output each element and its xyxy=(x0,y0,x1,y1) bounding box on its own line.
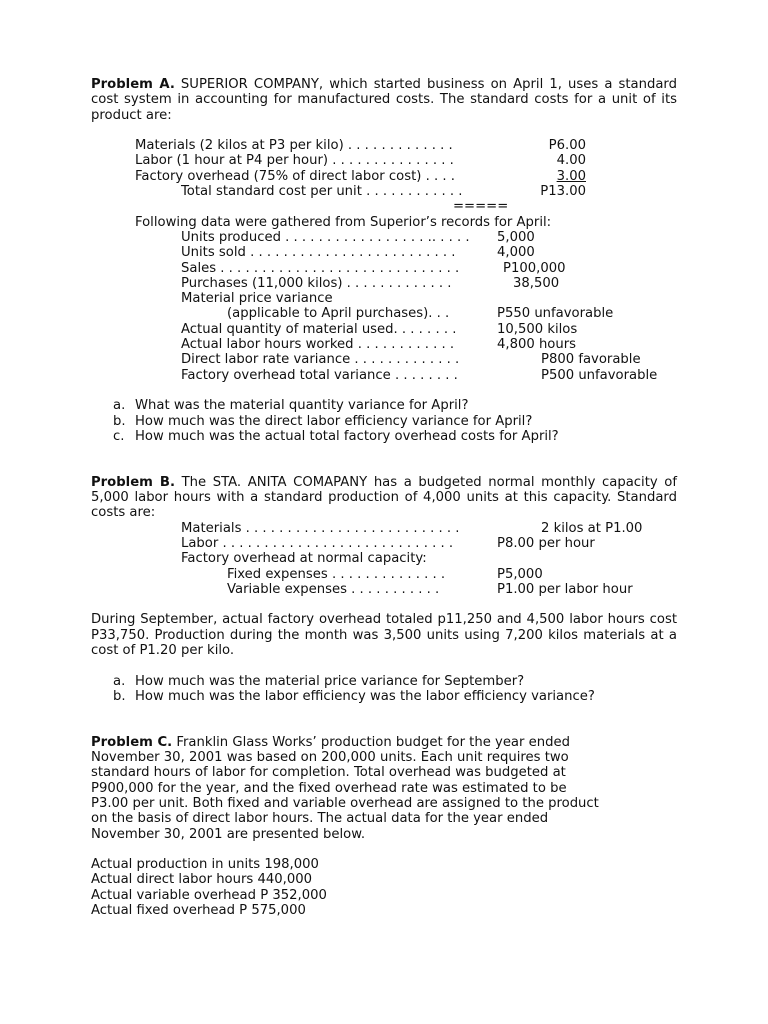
cost-value: P8.00 per hour xyxy=(497,535,595,551)
cost-label: Fixed expenses . . . . . . . . . . . . . . xyxy=(227,566,446,582)
cost-value: 2 kilos at P1.00 xyxy=(541,520,643,536)
problem-c-text: Franklin Glass Works’ production budget for the year ended xyxy=(176,734,570,750)
cost-value: P5,000 xyxy=(497,566,543,582)
standard-cost-row xyxy=(91,153,677,168)
actual-data-line: Actual production in units 198,000 xyxy=(91,857,319,873)
record-row xyxy=(91,261,677,276)
question-text: What was the material quantity variance for April? xyxy=(135,398,469,414)
record-label: Factory overhead total variance . . . . . . . . xyxy=(181,367,458,383)
question-text: How much was the direct labor efficiency variance for April? xyxy=(135,413,533,429)
record-value: 5,000 xyxy=(497,229,535,245)
record-row xyxy=(91,352,677,367)
cost-value: P6.00 xyxy=(548,138,586,154)
record-label: (applicable to April purchases). . . xyxy=(227,306,450,322)
cost-row xyxy=(91,536,677,551)
problem-c-line: November 30, 2001 are presented below. xyxy=(91,826,366,842)
record-row xyxy=(91,230,677,245)
problem-b-intro xyxy=(91,475,677,521)
actual-data-line: Actual fixed overhead P 575,000 xyxy=(91,903,306,919)
record-label: Units sold . . . . . . . . . . . . . . . . . . . . . . . . . xyxy=(181,245,456,261)
cost-row xyxy=(91,567,677,582)
record-value: 4,000 xyxy=(497,245,535,261)
actual-data-line: Actual direct labor hours 440,000 xyxy=(91,872,312,888)
record-label: Actual labor hours worked . . . . . . . . . . . . xyxy=(181,337,455,353)
record-row xyxy=(91,306,677,321)
cost-label: Materials (2 kilos at P3 per kilo) . . . . . . . . . . . . . xyxy=(135,138,453,154)
question-marker: b. xyxy=(113,688,126,704)
question-item xyxy=(91,398,677,413)
problem-c-heading: Problem C. xyxy=(91,734,173,750)
question-marker: a. xyxy=(113,398,126,414)
record-value: 10,500 kilos xyxy=(497,321,578,337)
total-value: P13.00 xyxy=(540,184,586,200)
record-value: P550 unfavorable xyxy=(497,306,614,322)
double-rule-row xyxy=(91,199,677,214)
cost-value: 4.00 xyxy=(556,153,586,169)
record-value: 38,500 xyxy=(513,275,560,291)
actual-data-line: Actual variable overhead P 352,000 xyxy=(91,887,327,903)
problem-a-intro-text: SUPERIOR COMPANY, which started business on April 1, uses a standard cost system in accounting for manufactured costs. The standard costs for a unit of its product are: xyxy=(91,77,677,123)
record-label: Units produced . . . . . . . . . . . . . . . . . .. . . . . xyxy=(181,229,470,245)
problem-a-heading: Problem A. xyxy=(91,77,175,92)
question-text: How much was the material price variance for September? xyxy=(135,673,525,689)
cost-label: Labor (1 hour at P4 per hour) . . . . . . . . . . . . . . . xyxy=(135,153,454,169)
question-item xyxy=(91,689,677,704)
standard-cost-row xyxy=(91,169,677,184)
problem-b-heading: Problem B. xyxy=(91,474,175,490)
records-intro: Following data were gathered from Superior’s records for April: xyxy=(135,214,552,230)
double-rule: ===== xyxy=(453,199,509,215)
cost-label: Factory overhead (75% of direct labor cost) . . . . xyxy=(135,168,455,184)
record-label: Purchases (11,000 kilos) . . . . . . . . . . . . . xyxy=(181,275,452,291)
cost-row xyxy=(91,521,677,536)
record-row xyxy=(91,337,677,352)
question-text: How much was the actual total factory overhead costs for April? xyxy=(135,428,559,444)
problem-c-line: on the basis of direct labor hours. The actual data for the year ended xyxy=(91,811,549,827)
cost-label: Materials . . . . . . . . . . . . . . . . . . . . . . . . . . xyxy=(181,520,460,536)
cost-label: Factory overhead at normal capacity: xyxy=(181,551,427,567)
cost-label: Variable expenses . . . . . . . . . . . xyxy=(227,581,440,597)
question-item xyxy=(91,674,677,689)
cost-row xyxy=(91,582,677,597)
record-row xyxy=(91,276,677,291)
total-cost-row xyxy=(91,184,677,199)
record-row xyxy=(91,245,677,260)
cost-value: P1.00 per labor hour xyxy=(497,581,633,597)
record-row xyxy=(91,291,677,306)
question-marker: c. xyxy=(113,428,125,444)
total-label: Total standard cost per unit . . . . . . . . . . . . xyxy=(181,184,463,200)
document-page xyxy=(91,77,677,918)
problem-c-line: P900,000 for the year, and the fixed overhead rate was estimated to be xyxy=(91,780,567,796)
problem-b-intro-text: The STA. ANITA COMAPANY has a budgeted normal monthly capacity of 5,000 labor hours with a standard production of 4,000 units at this capacity. Standard costs are: xyxy=(91,474,677,521)
cost-value: 3.00 xyxy=(556,168,586,184)
record-value: P500 unfavorable xyxy=(541,367,658,383)
question-marker: a. xyxy=(113,673,126,689)
record-value: P800 favorable xyxy=(541,352,641,368)
problem-c-line: standard hours of labor for completion. Total overhead was budgeted at xyxy=(91,765,566,781)
record-label: Sales . . . . . . . . . . . . . . . . . . . . . . . . . . . . . xyxy=(181,260,460,276)
question-marker: b. xyxy=(113,413,126,429)
problem-a-intro xyxy=(91,77,677,123)
standard-cost-row xyxy=(91,138,677,153)
record-row xyxy=(91,322,677,337)
record-row xyxy=(91,368,677,383)
question-item xyxy=(91,414,677,429)
cost-row xyxy=(91,551,677,566)
question-item xyxy=(91,429,677,444)
record-label: Actual quantity of material used. . . . . . . . xyxy=(181,321,457,337)
problem-b-paragraph: During September, actual factory overhead totaled p11,250 and 4,500 labor hours cost P33,750. Production during the month was 3,500 units using 7,200 kilos materials at a cost of P1.20 per kilo. xyxy=(91,612,677,658)
record-label: Material price variance xyxy=(181,291,333,307)
record-value: 4,800 hours xyxy=(497,337,577,353)
record-value: P100,000 xyxy=(503,260,566,276)
records-intro-row xyxy=(91,215,677,230)
cost-label: Labor . . . . . . . . . . . . . . . . . . . . . . . . . . . . xyxy=(181,535,454,551)
question-text: How much was the labor efficiency was the labor efficiency variance? xyxy=(135,688,595,704)
problem-c-line: November 30, 2001 was based on 200,000 units. Each unit requires two xyxy=(91,750,569,766)
problem-c-line xyxy=(91,735,677,750)
record-label: Direct labor rate variance . . . . . . . . . . . . . xyxy=(181,352,460,368)
problem-c-line: P3.00 per unit. Both fixed and variable overhead are assigned to the product xyxy=(91,795,599,811)
